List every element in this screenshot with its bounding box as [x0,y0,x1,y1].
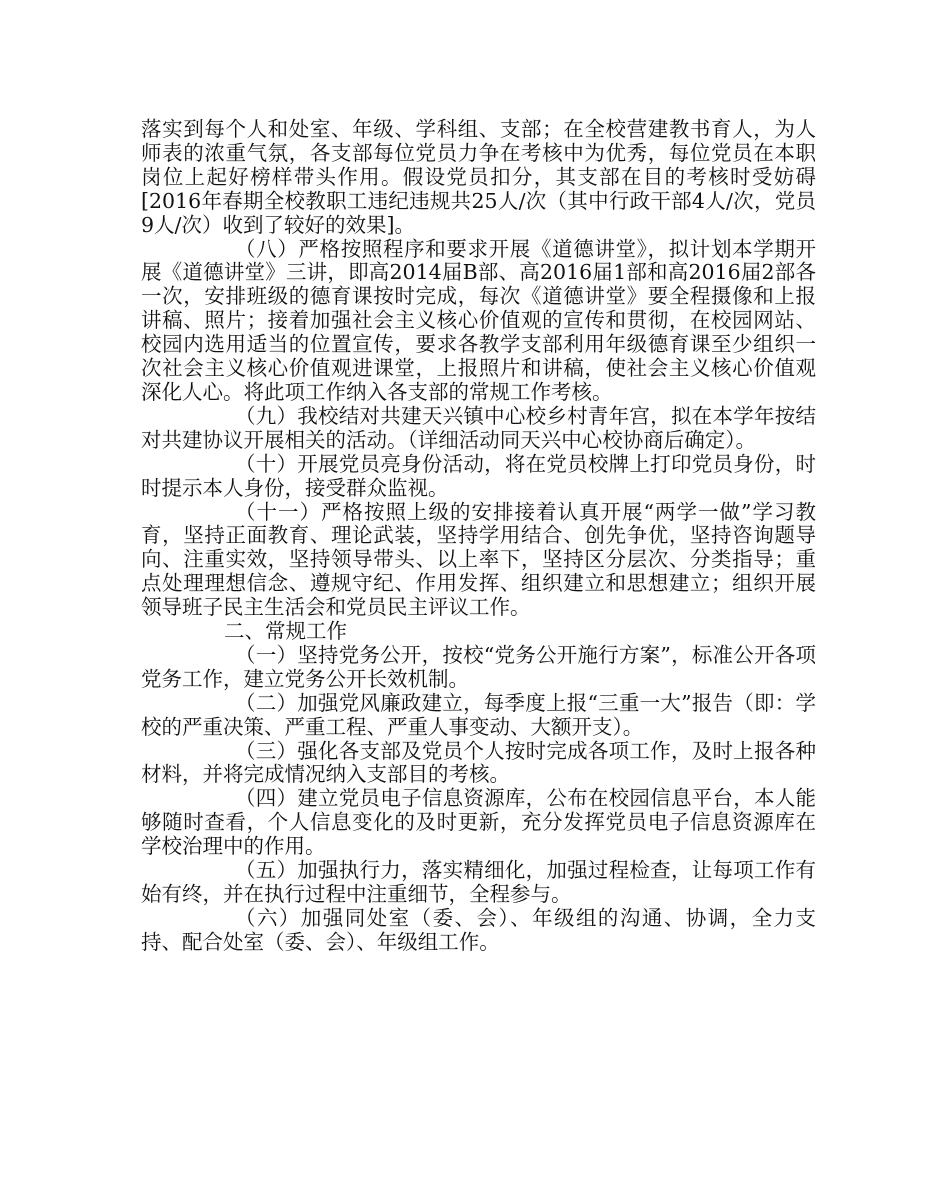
paragraph-routine-1-openness: （一）坚持党务公开，按校“党务公开施行方案”，标准公开各项党务工作，建立党务公开长效机制。 [141,642,816,691]
paragraph-item-8-moral-lecture: （八）严格按照程序和要求开展《道德讲堂》，拟计划本学期开展《道德讲堂》三讲，即高2014届B部、高2016届1部和高2016届2部各一次，安排班级的德育课按时完成，每次《道德讲堂》要全程摄像和上报讲稿、照片；接着加强社会主义核心价值观的宣传和贯彻，在校园网站、校园内选用适当的位置宣传，要求各教学支部利用年级德育课至少组织一次社会主义核心价值观进课堂，上报照片和讲稿，使社会主义核心价值观深化人心。将此项工作纳入各支部的常规工作考核。 [141,236,816,404]
paragraph-item-10-member-identity: （十）开展党员亮身份活动，将在党员校牌上打印党员身份，时时提示本人身份，接受群众监视。 [141,451,816,500]
document-body [141,118,816,955]
paragraph-routine-4-info-database: （四）建立党员电子信息资源库，公布在校园信息平台，本人能够随时查看，个人信息变化的及时更新，充分发挥党员电子信息资源库在学校治理中的作用。 [141,786,816,859]
paragraph-item-9-youth-palace: （九）我校结对共建天兴镇中心校乡村青年宫，拟在本学年按结对共建协议开展相关的活动。（详细活动同天兴中心校协商后确定）。 [141,403,816,452]
paragraph-routine-2-integrity: （二）加强党风廉政建立，每季度上报“三重一大”报告（即：学校的严重决策、严重工程、严重人事变动、大额开支）。 [141,690,816,739]
paragraph-routine-5-execution: （五）加强执行力，落实精细化，加强过程检查，让每项工作有始有终，并在执行过程中注重细节，全程参与。 [141,858,816,906]
paragraph-continuation: 落实到每个人和处室、年级、学科组、支部；在全校营建教书育人，为人师表的浓重气氛，各支部每位党员力争在考核中为优秀，每位党员在本职岗位上起好榜样带头作用。假设党员扣分，其支部在目的考核时受妨碍[2016年春期全校教职工违纪违规共25人/次（其中行政干部4人/次，党员9人/次）收到了较好的效果]。 [141,117,816,237]
paragraph-routine-3-materials: （三）强化各支部及党员个人按时完成各项工作，及时上报各种材料，并将完成情况纳入支部目的考核。 [141,738,816,787]
section-heading-routine-work: 二、常规工作 [224,619,347,644]
paragraph-routine-6-coordination: （六）加强同处室（委、会）、年级组的沟通、协调，全力支持、配合处室（委、会）、年级组工作。 [141,905,816,954]
paragraph-item-11-study-education: （十一）严格按照上级的安排接着认真开展“两学一做”学习教育，坚持正面教育、理论武装，坚持学用结合、创先争优，坚持咨询题导向、注重实效，坚持领导带头、以上率下，坚持区分层次、分类指导；重点处理理想信念、遵规守纪、作用发挥、组织建立和思想建立；组织开展领导班子民主生活会和党员民主评议工作。 [141,499,816,620]
